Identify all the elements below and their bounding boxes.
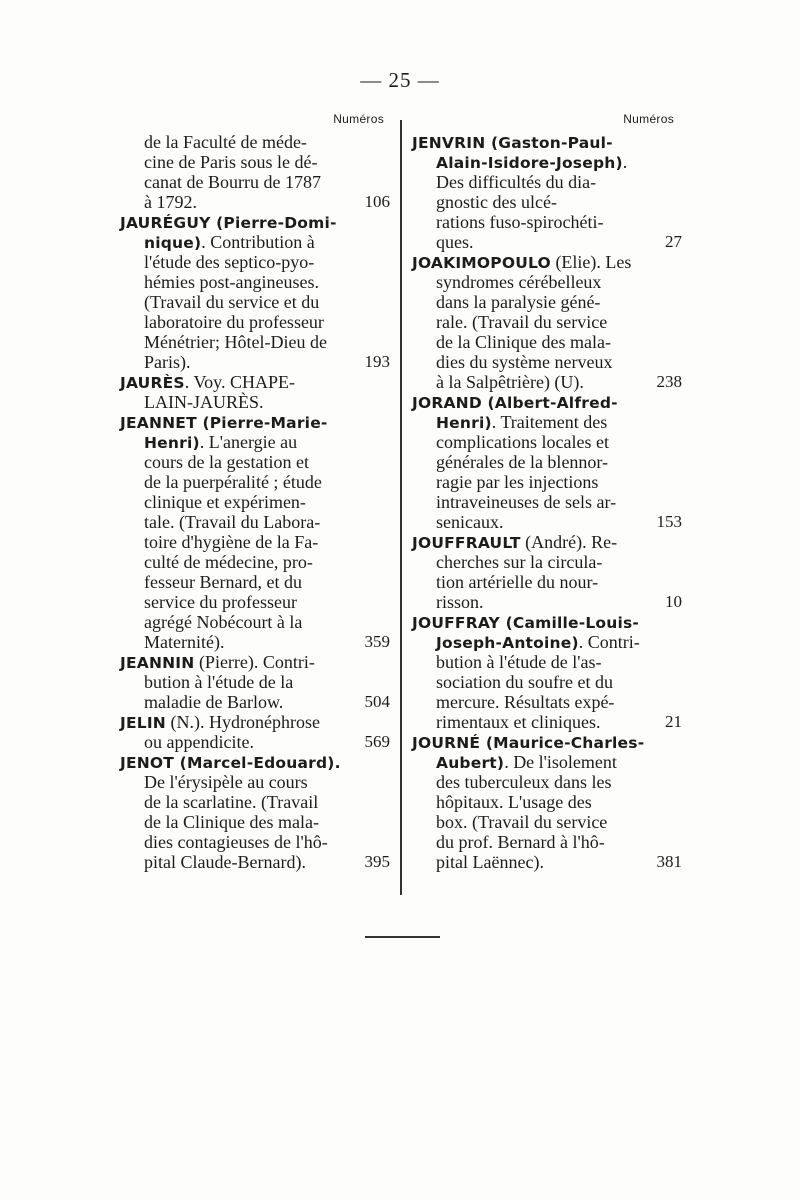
entry-text — [120, 712, 320, 733]
line-text: . Traitement des — [491, 412, 608, 432]
entry-text — [436, 552, 602, 572]
line-text: box. (Travail du service — [436, 812, 608, 832]
entry-line — [120, 732, 390, 752]
line-text: hémies post-angineuses. — [144, 272, 319, 292]
line-text: canat de Bourru de 1787 — [144, 172, 321, 192]
entry-line — [120, 792, 390, 812]
author-name: JOURNÉ — [412, 734, 481, 752]
entry-line — [412, 152, 680, 172]
entry-text — [436, 172, 596, 192]
entry-text — [120, 652, 315, 673]
entry-line — [120, 212, 390, 232]
line-text: risson. — [436, 592, 484, 612]
line-text: rale. (Travail du service — [436, 312, 608, 332]
line-text: cherches sur la circula- — [436, 552, 603, 572]
entry-line — [120, 132, 390, 152]
entry-line — [412, 252, 680, 272]
entry-line — [412, 592, 680, 612]
line-text: de la scarlatine. (Travail — [144, 792, 319, 812]
entry-text — [436, 452, 608, 472]
entry-text — [436, 192, 557, 212]
entry-text — [144, 612, 302, 632]
line-text: . De l'isolement — [504, 752, 617, 772]
entry-text — [144, 832, 328, 852]
entry-text — [144, 632, 224, 652]
entry-text — [436, 272, 601, 292]
entry-line — [120, 532, 390, 552]
entry-line — [120, 752, 390, 772]
entry-text — [144, 192, 197, 212]
line-text: (Albert-Alfred- — [481, 394, 618, 412]
line-text: LAIN-JAURÈS. — [144, 392, 264, 412]
line-text: ragie par les injections — [436, 472, 599, 492]
line-text: tale. (Travail du Labora- — [144, 512, 321, 532]
entry-line — [412, 572, 680, 592]
entry-text — [120, 752, 341, 773]
entry-text — [412, 732, 644, 753]
right-column-lines — [412, 132, 680, 872]
entry-text — [144, 852, 306, 872]
line-text: cours de la gestation et — [144, 452, 309, 472]
entry-line — [120, 712, 390, 732]
entry-line — [412, 832, 680, 852]
line-text: agrégé Nobécourt à la — [144, 612, 303, 632]
line-text: . L'anergie au — [199, 432, 298, 452]
line-text: . Contri- — [578, 632, 640, 652]
line-text: ques. — [436, 232, 474, 252]
line-text: (Camille-Louis- — [499, 614, 640, 632]
entry-text — [412, 532, 617, 553]
entry-line — [412, 392, 680, 412]
footer-rule — [365, 936, 440, 938]
entry-text — [412, 132, 613, 153]
line-text: (Marcel-Edouard). — [174, 754, 341, 772]
line-text: (Maurice-Charles- — [480, 734, 645, 752]
author-name: JENVRIN — [412, 134, 486, 152]
thesis-number: 21 — [665, 712, 682, 731]
entry-text — [436, 632, 640, 653]
line-text: dies du système nerveux — [436, 352, 613, 372]
entry-line — [120, 152, 390, 172]
author-name: JELIN — [120, 714, 166, 732]
entry-line — [412, 492, 680, 512]
entry-text — [144, 152, 317, 172]
entry-line — [412, 652, 680, 672]
entry-line — [412, 192, 680, 212]
entry-text — [144, 132, 307, 152]
entry-line — [120, 472, 390, 492]
author-name: Henri) — [436, 414, 492, 432]
entry-line — [412, 432, 680, 452]
entry-line — [120, 632, 390, 652]
author-name: JAURÈS — [120, 374, 185, 392]
entry-text — [144, 492, 306, 512]
entry-line — [412, 132, 680, 152]
right-column-header: Numéros — [623, 112, 674, 126]
thesis-number: 504 — [364, 692, 390, 711]
entry-line — [120, 772, 390, 792]
entry-line — [412, 452, 680, 472]
author-name: JENOT — [120, 754, 175, 772]
line-text: de la Clinique des mala- — [436, 332, 611, 352]
line-text: laboratoire du professeur — [144, 312, 324, 332]
entry-text — [120, 212, 337, 233]
entry-text — [144, 512, 320, 532]
entry-line — [120, 392, 390, 412]
author-name: Aubert) — [436, 754, 505, 772]
entry-line — [120, 592, 390, 612]
entry-text — [436, 332, 611, 352]
line-text: . Contribution à — [201, 232, 315, 252]
entry-line — [412, 372, 680, 392]
entry-text — [436, 792, 592, 812]
entry-line — [120, 492, 390, 512]
line-text: dans la paralysie géné- — [436, 292, 601, 312]
entry-text — [436, 492, 616, 512]
entry-text — [120, 412, 328, 433]
author-name: Alain-Isidore-Joseph) — [436, 154, 623, 172]
entry-text — [436, 592, 484, 612]
thesis-number: 395 — [364, 852, 390, 871]
entry-line — [412, 212, 680, 232]
entry-text — [436, 292, 600, 312]
line-text: clinique et expérimen- — [144, 492, 306, 512]
entry-text — [436, 832, 605, 852]
entry-line — [412, 412, 680, 432]
page-number: — 25 — — [360, 68, 440, 92]
author-name: Joseph-Antoine) — [436, 634, 579, 652]
entry-line — [412, 272, 680, 292]
entry-text — [144, 692, 283, 712]
entry-line — [120, 612, 390, 632]
line-text: (André). Re- — [520, 532, 618, 552]
line-text: cine de Paris sous le dé- — [144, 152, 318, 172]
line-text: tion artérielle du nour- — [436, 572, 599, 592]
entry-text — [144, 572, 302, 592]
author-name: JOAKIMOPOULO — [412, 254, 551, 272]
entry-line — [120, 812, 390, 832]
entry-line — [412, 752, 680, 772]
thesis-number: 238 — [656, 372, 682, 391]
line-text: (Gaston-Paul- — [485, 134, 613, 152]
entry-line — [412, 292, 680, 312]
entry-line — [412, 672, 680, 692]
entry-line — [120, 252, 390, 272]
author-name: JORAND — [412, 394, 482, 412]
line-text: gnostic des ulcé- — [436, 192, 557, 212]
entry-line — [120, 172, 390, 192]
entry-text — [144, 532, 318, 552]
entry-text — [436, 432, 609, 452]
line-text: (Pierre). Contri- — [194, 652, 315, 672]
line-text: service du professeur — [144, 592, 297, 612]
entry-line — [120, 572, 390, 592]
entry-line — [120, 852, 390, 872]
entry-text — [436, 852, 544, 872]
line-text: hôpitaux. L'usage des — [436, 792, 592, 812]
line-text: pital Laënnec). — [436, 852, 544, 872]
line-text: dies contagieuses de l'hô- — [144, 832, 328, 852]
entry-text — [144, 732, 254, 752]
entry-text — [120, 372, 295, 393]
line-text: culté de médecine, pro- — [144, 552, 313, 572]
entry-text — [144, 452, 309, 472]
entry-text — [436, 752, 617, 773]
line-text: De l'érysipèle au cours — [144, 772, 308, 792]
entry-text — [436, 572, 598, 592]
line-text: sociation du soufre et du — [436, 672, 613, 692]
entry-line — [120, 192, 390, 212]
entry-text — [436, 472, 598, 492]
entry-text — [436, 672, 613, 692]
entry-text — [436, 652, 601, 672]
line-text: Des difficultés du dia- — [436, 172, 597, 192]
entry-line — [412, 812, 680, 832]
entry-text — [144, 292, 319, 312]
author-name: JEANNET — [120, 414, 197, 432]
entry-text — [144, 592, 297, 612]
thesis-number: 569 — [364, 732, 390, 751]
entry-line — [412, 552, 680, 572]
entry-text — [144, 472, 322, 492]
entry-line — [120, 352, 390, 372]
author-name: JAURÉGUY — [120, 214, 211, 232]
entry-text — [436, 352, 612, 372]
thesis-number: 27 — [665, 232, 682, 251]
entry-line — [412, 512, 680, 532]
line-text: bution à l'étude de la — [144, 672, 294, 692]
entry-line — [412, 532, 680, 552]
entry-text — [412, 392, 618, 413]
line-text: ou appendicite. — [144, 732, 254, 752]
entry-line — [120, 512, 390, 532]
line-text: complications locales et — [436, 432, 609, 452]
entry-line — [412, 692, 680, 712]
line-text: (Pierre-Marie- — [196, 414, 328, 432]
entry-text — [436, 812, 607, 832]
author-name: JEANNIN — [120, 654, 195, 672]
entry-text — [144, 332, 327, 352]
line-text: . Voy. CHAPE- — [184, 372, 295, 392]
line-text: (N.). Hydronéphrose — [165, 712, 320, 732]
entry-text — [436, 512, 503, 532]
entry-text — [144, 672, 293, 692]
line-text: de la Clinique des mala- — [144, 812, 319, 832]
entry-line — [120, 652, 390, 672]
entry-text — [144, 172, 321, 192]
entry-line — [120, 412, 390, 432]
entry-text — [144, 772, 308, 792]
entry-text — [144, 792, 318, 812]
entry-line — [412, 332, 680, 352]
entry-line — [412, 632, 680, 652]
line-text: pital Claude-Bernard). — [144, 852, 306, 872]
entry-text — [436, 312, 607, 332]
line-text: générales de la blennor- — [436, 452, 609, 472]
entry-text — [144, 812, 319, 832]
entry-line — [120, 452, 390, 472]
author-name: JOUFFRAULT — [412, 534, 521, 552]
author-name: Henri) — [144, 434, 200, 452]
right-column — [412, 112, 680, 872]
entry-line — [412, 732, 680, 752]
line-text: du prof. Bernard à l'hô- — [436, 832, 605, 852]
line-text: Maternité). — [144, 632, 225, 652]
entry-text — [144, 392, 264, 412]
entry-line — [412, 772, 680, 792]
line-text: Paris). — [144, 352, 191, 372]
line-text: à la Salpêtrière) (U). — [436, 372, 584, 392]
thesis-number: 381 — [656, 852, 682, 871]
entry-line — [412, 712, 680, 732]
entry-line — [120, 672, 390, 692]
entry-text — [412, 612, 639, 633]
entry-text — [144, 312, 324, 332]
line-text: syndromes cérébelleux — [436, 272, 602, 292]
entry-line — [412, 612, 680, 632]
line-text: de la puerpéralité ; étude — [144, 472, 322, 492]
author-name: nique) — [144, 234, 202, 252]
column-divider — [400, 120, 402, 895]
entry-text — [436, 412, 607, 433]
line-text: des tuberculeux dans les — [436, 772, 612, 792]
thesis-number: 193 — [364, 352, 390, 371]
thesis-number: 10 — [665, 592, 682, 611]
entry-line — [412, 472, 680, 492]
thesis-number: 153 — [656, 512, 682, 531]
entry-line — [120, 312, 390, 332]
entry-line — [412, 172, 680, 192]
line-text: senicaux. — [436, 512, 504, 532]
author-name: JOUFFRAY — [412, 614, 500, 632]
entry-line — [120, 372, 390, 392]
entry-line — [412, 352, 680, 372]
line-text: mercure. Résultats expé- — [436, 692, 615, 712]
line-text: rations fuso-spirochéti- — [436, 212, 604, 232]
entry-line — [120, 832, 390, 852]
entry-line — [412, 312, 680, 332]
left-column-lines — [120, 132, 390, 872]
line-text: rimentaux et cliniques. — [436, 712, 601, 732]
entry-text — [436, 712, 600, 732]
line-text: toire d'hygiène de la Fa- — [144, 532, 319, 552]
entry-text — [436, 372, 584, 392]
left-column-header: Numéros — [333, 112, 384, 126]
entry-text — [436, 152, 627, 173]
entry-line — [120, 432, 390, 452]
entry-text — [412, 252, 631, 273]
entry-line — [412, 852, 680, 872]
line-text: de la Faculté de méde- — [144, 132, 307, 152]
entry-text — [436, 212, 603, 232]
thesis-number: 359 — [364, 632, 390, 651]
line-text: maladie de Barlow. — [144, 692, 284, 712]
entry-text — [436, 692, 614, 712]
entry-line — [120, 552, 390, 572]
entry-line — [412, 232, 680, 252]
line-text: fesseur Bernard, et du — [144, 572, 302, 592]
entry-line — [412, 792, 680, 812]
entry-line — [120, 272, 390, 292]
line-text: bution à l'étude de l'as- — [436, 652, 602, 672]
entry-line — [120, 232, 390, 252]
left-column — [120, 112, 390, 872]
line-text: intraveineuses de sels ar- — [436, 492, 617, 512]
line-text: à 1792. — [144, 192, 197, 212]
line-text: . — [622, 152, 628, 172]
entry-line — [120, 692, 390, 712]
entry-line — [120, 332, 390, 352]
line-text: (Travail du service et du — [144, 292, 320, 312]
entry-text — [436, 772, 611, 792]
line-text: l'étude des septico-pyo- — [144, 252, 315, 272]
entry-text — [436, 232, 474, 252]
entry-text — [144, 352, 191, 372]
line-text: Ménétrier; Hôtel-Dieu de — [144, 332, 327, 352]
line-text: (Pierre-Domi- — [210, 214, 337, 232]
entry-text — [144, 232, 315, 253]
entry-line — [120, 292, 390, 312]
entry-text — [144, 252, 314, 272]
line-text: (Elie). Les — [550, 252, 632, 272]
entry-text — [144, 552, 313, 572]
entry-text — [144, 432, 297, 453]
entry-text — [144, 272, 319, 292]
thesis-number: 106 — [364, 192, 390, 211]
